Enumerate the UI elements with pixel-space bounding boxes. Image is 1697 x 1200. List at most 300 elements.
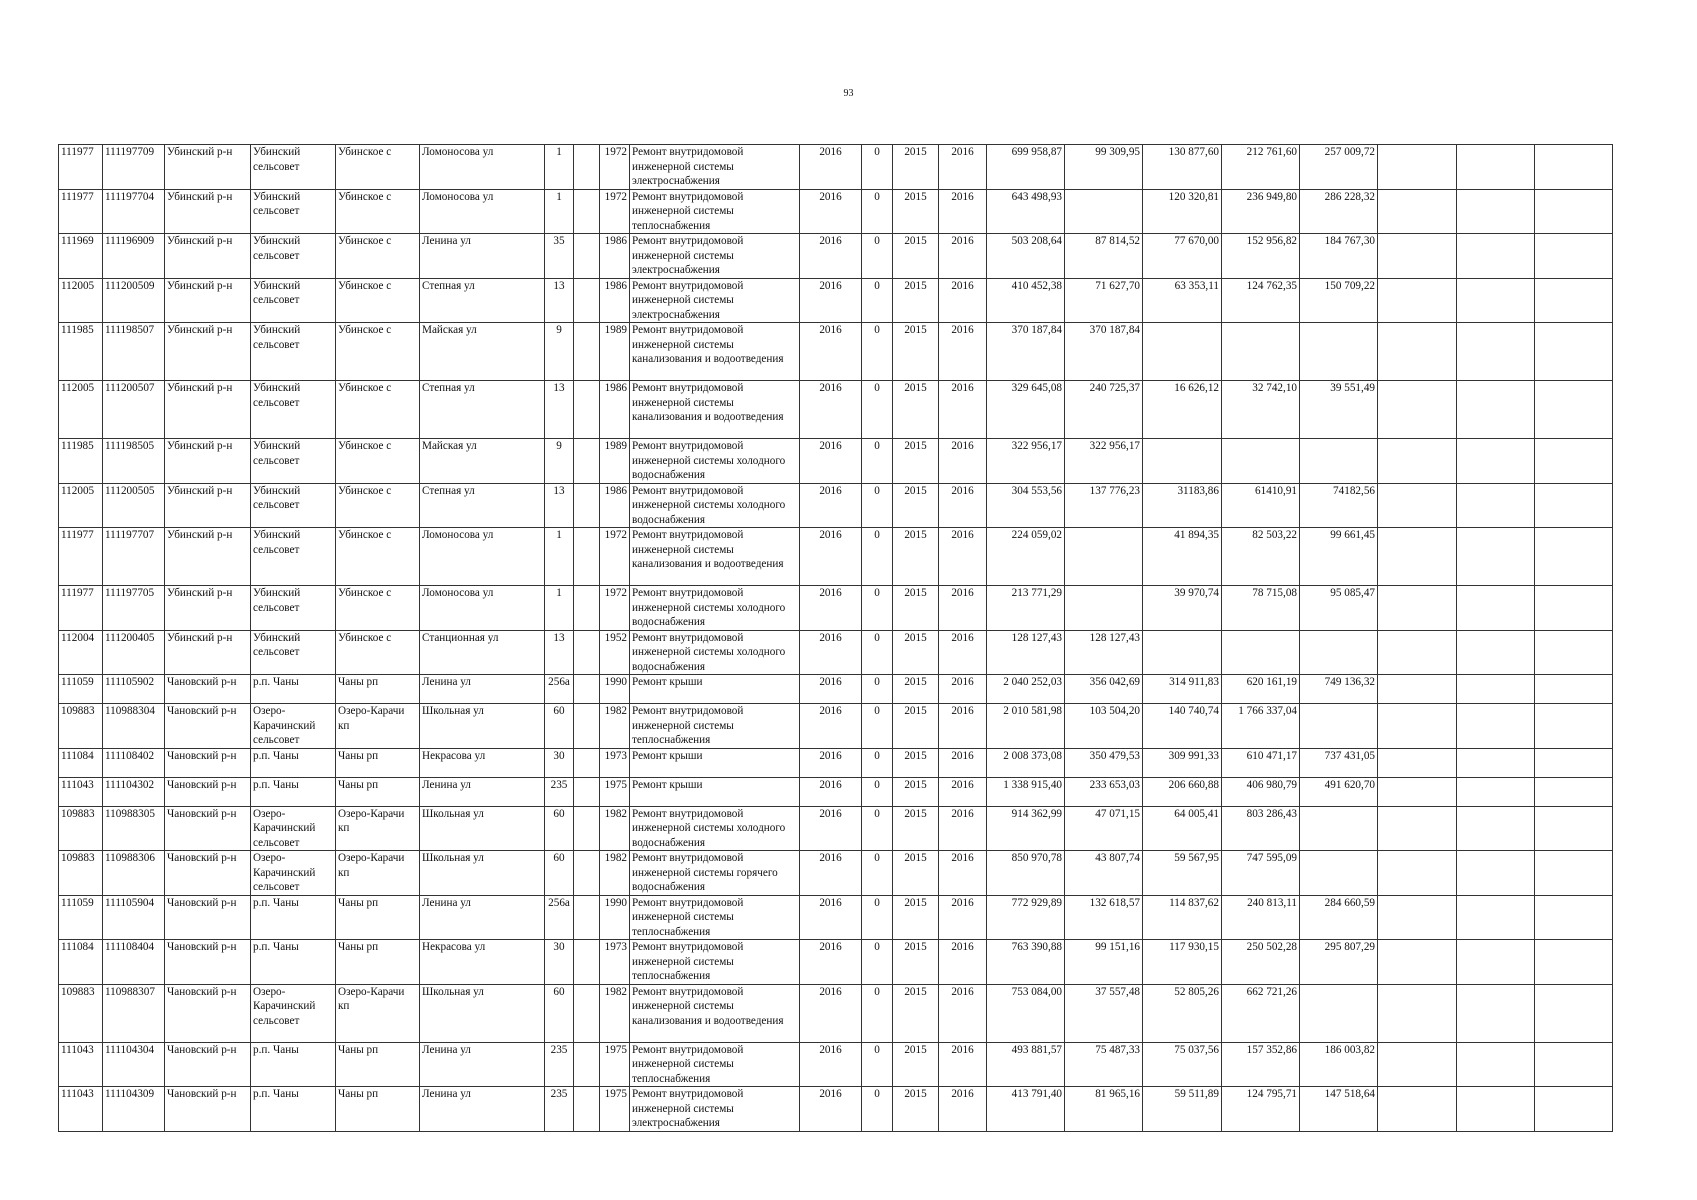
fund-cell-3: 236 949,80 <box>1222 189 1300 234</box>
end-year-cell: 2016 <box>939 145 987 190</box>
letter-cell <box>574 189 600 234</box>
end-year-cell: 2016 <box>939 940 987 985</box>
fund-cell-3 <box>1222 630 1300 675</box>
empty-cell-3 <box>1535 278 1613 323</box>
object-code-cell: 110988307 <box>103 984 165 1042</box>
empty-cell-3 <box>1535 381 1613 439</box>
record-id-cell: 111084 <box>59 748 103 777</box>
object-code-cell: 111200405 <box>103 630 165 675</box>
district-cell: Убинский р-н <box>165 278 251 323</box>
total-cost-cell: 322 956,17 <box>987 439 1065 484</box>
work-type-cell: Ремонт крыши <box>630 748 800 777</box>
table-row <box>59 675 1613 704</box>
fund-cell-1: 99 151,16 <box>1065 940 1143 985</box>
object-code-cell: 111200507 <box>103 381 165 439</box>
empty-cell-1 <box>1378 323 1457 381</box>
object-code-cell: 111104309 <box>103 1087 165 1132</box>
fund-cell-1: 103 504,20 <box>1065 704 1143 749</box>
total-cost-cell: 304 553,56 <box>987 483 1065 528</box>
table-row <box>59 234 1613 279</box>
street-cell: Некрасова ул <box>420 748 545 777</box>
house-cell: 235 <box>545 1042 574 1087</box>
start-year-cell: 2015 <box>893 189 939 234</box>
district-cell: Чановский р-н <box>165 806 251 851</box>
empty-cell-3 <box>1535 704 1613 749</box>
empty-cell-1 <box>1378 1042 1457 1087</box>
fund-cell-2: 39 970,74 <box>1143 586 1222 631</box>
total-cost-cell: 2 010 581,98 <box>987 704 1065 749</box>
settlement-cell: Озеро-Карачи кп <box>336 984 420 1042</box>
fund-cell-4: 284 660,59 <box>1300 895 1378 940</box>
work-type-cell: Ремонт внутридомовой инженерной системы холодного водоснабжения <box>630 483 800 528</box>
empty-cell-3 <box>1535 234 1613 279</box>
council-cell: Убинский сельсовет <box>251 630 336 675</box>
record-id-cell: 109883 <box>59 806 103 851</box>
council-cell: р.п. Чаны <box>251 777 336 806</box>
flag-cell: 0 <box>862 323 893 381</box>
object-code-cell: 111105902 <box>103 675 165 704</box>
build-year-cell: 1989 <box>600 323 630 381</box>
plan-year-cell: 2016 <box>800 528 862 586</box>
table-row <box>59 940 1613 985</box>
street-cell: Ленина ул <box>420 1087 545 1132</box>
fund-cell-1: 356 042,69 <box>1065 675 1143 704</box>
district-cell: Чановский р-н <box>165 1087 251 1132</box>
council-cell: р.п. Чаны <box>251 675 336 704</box>
object-code-cell: 111108402 <box>103 748 165 777</box>
empty-cell-1 <box>1378 278 1457 323</box>
fund-cell-3: 212 761,60 <box>1222 145 1300 190</box>
empty-cell-1 <box>1378 189 1457 234</box>
fund-cell-3: 747 595,09 <box>1222 851 1300 896</box>
fund-cell-1: 71 627,70 <box>1065 278 1143 323</box>
end-year-cell: 2016 <box>939 483 987 528</box>
empty-cell-3 <box>1535 851 1613 896</box>
fund-cell-3 <box>1222 439 1300 484</box>
record-id-cell: 111985 <box>59 439 103 484</box>
fund-cell-2: 206 660,88 <box>1143 777 1222 806</box>
house-cell: 9 <box>545 439 574 484</box>
empty-cell-1 <box>1378 806 1457 851</box>
settlement-cell: Озеро-Карачи кп <box>336 704 420 749</box>
object-code-cell: 111104304 <box>103 1042 165 1087</box>
house-cell: 1 <box>545 145 574 190</box>
plan-year-cell: 2016 <box>800 1042 862 1087</box>
start-year-cell: 2015 <box>893 381 939 439</box>
build-year-cell: 1982 <box>600 851 630 896</box>
fund-cell-3: 61410,91 <box>1222 483 1300 528</box>
letter-cell <box>574 278 600 323</box>
council-cell: Убинский сельсовет <box>251 323 336 381</box>
empty-cell-1 <box>1378 984 1457 1042</box>
table-row <box>59 278 1613 323</box>
council-cell: р.п. Чаны <box>251 1087 336 1132</box>
empty-cell-2 <box>1457 940 1535 985</box>
build-year-cell: 1986 <box>600 483 630 528</box>
work-type-cell: Ремонт внутридомовой инженерной системы канализования и водоотведения <box>630 984 800 1042</box>
district-cell: Убинский р-н <box>165 483 251 528</box>
end-year-cell: 2016 <box>939 806 987 851</box>
total-cost-cell: 493 881,57 <box>987 1042 1065 1087</box>
table-row <box>59 483 1613 528</box>
fund-cell-1 <box>1065 528 1143 586</box>
house-cell: 256а <box>545 675 574 704</box>
street-cell: Ленина ул <box>420 234 545 279</box>
fund-cell-2: 120 320,81 <box>1143 189 1222 234</box>
empty-cell-2 <box>1457 704 1535 749</box>
work-type-cell: Ремонт внутридомовой инженерной системы горячего водоснабжения <box>630 851 800 896</box>
letter-cell <box>574 940 600 985</box>
fund-cell-4: 257 009,72 <box>1300 145 1378 190</box>
empty-cell-3 <box>1535 984 1613 1042</box>
settlement-cell: Убинское с <box>336 483 420 528</box>
letter-cell <box>574 483 600 528</box>
flag-cell: 0 <box>862 940 893 985</box>
build-year-cell: 1982 <box>600 806 630 851</box>
build-year-cell: 1973 <box>600 940 630 985</box>
object-code-cell: 110988304 <box>103 704 165 749</box>
record-id-cell: 111059 <box>59 895 103 940</box>
flag-cell: 0 <box>862 851 893 896</box>
record-id-cell: 112005 <box>59 278 103 323</box>
record-id-cell: 111977 <box>59 189 103 234</box>
council-cell: Озеро-Карачинский сельсовет <box>251 851 336 896</box>
house-cell: 35 <box>545 234 574 279</box>
district-cell: Убинский р-н <box>165 145 251 190</box>
district-cell: Чановский р-н <box>165 940 251 985</box>
table-row <box>59 381 1613 439</box>
empty-cell-3 <box>1535 323 1613 381</box>
object-code-cell: 111197705 <box>103 586 165 631</box>
work-type-cell: Ремонт внутридомовой инженерной системы канализования и водоотведения <box>630 528 800 586</box>
empty-cell-3 <box>1535 145 1613 190</box>
end-year-cell: 2016 <box>939 630 987 675</box>
build-year-cell: 1973 <box>600 748 630 777</box>
work-type-cell: Ремонт внутридомовой инженерной системы холодного водоснабжения <box>630 439 800 484</box>
fund-cell-4: 147 518,64 <box>1300 1087 1378 1132</box>
empty-cell-1 <box>1378 851 1457 896</box>
settlement-cell: Убинское с <box>336 145 420 190</box>
empty-cell-1 <box>1378 381 1457 439</box>
start-year-cell: 2015 <box>893 777 939 806</box>
council-cell: р.п. Чаны <box>251 895 336 940</box>
plan-year-cell: 2016 <box>800 586 862 631</box>
flag-cell: 0 <box>862 675 893 704</box>
council-cell: р.п. Чаны <box>251 1042 336 1087</box>
street-cell: Школьная ул <box>420 851 545 896</box>
empty-cell-2 <box>1457 630 1535 675</box>
house-cell: 9 <box>545 323 574 381</box>
fund-cell-3: 152 956,82 <box>1222 234 1300 279</box>
fund-cell-4: 184 767,30 <box>1300 234 1378 279</box>
house-cell: 30 <box>545 940 574 985</box>
work-type-cell: Ремонт внутридомовой инженерной системы электроснабжения <box>630 1087 800 1132</box>
object-code-cell: 111196909 <box>103 234 165 279</box>
record-id-cell: 111043 <box>59 1042 103 1087</box>
council-cell: Убинский сельсовет <box>251 483 336 528</box>
flag-cell: 0 <box>862 234 893 279</box>
end-year-cell: 2016 <box>939 278 987 323</box>
start-year-cell: 2015 <box>893 1087 939 1132</box>
district-cell: Убинский р-н <box>165 323 251 381</box>
district-cell: Убинский р-н <box>165 528 251 586</box>
fund-cell-2: 41 894,35 <box>1143 528 1222 586</box>
street-cell: Майская ул <box>420 323 545 381</box>
start-year-cell: 2015 <box>893 806 939 851</box>
object-code-cell: 111198505 <box>103 439 165 484</box>
table-row <box>59 586 1613 631</box>
total-cost-cell: 2 008 373,08 <box>987 748 1065 777</box>
empty-cell-3 <box>1535 675 1613 704</box>
plan-year-cell: 2016 <box>800 777 862 806</box>
table-row <box>59 984 1613 1042</box>
fund-cell-2: 75 037,56 <box>1143 1042 1222 1087</box>
flag-cell: 0 <box>862 145 893 190</box>
settlement-cell: Убинское с <box>336 278 420 323</box>
flag-cell: 0 <box>862 483 893 528</box>
work-type-cell: Ремонт внутридомовой инженерной системы теплоснабжения <box>630 704 800 749</box>
house-cell: 235 <box>545 1087 574 1132</box>
letter-cell <box>574 851 600 896</box>
fund-cell-1: 99 309,95 <box>1065 145 1143 190</box>
house-cell: 13 <box>545 278 574 323</box>
fund-cell-2 <box>1143 630 1222 675</box>
plan-year-cell: 2016 <box>800 439 862 484</box>
settlement-cell: Убинское с <box>336 189 420 234</box>
settlement-cell: Убинское с <box>336 630 420 675</box>
fund-cell-4: 74182,56 <box>1300 483 1378 528</box>
total-cost-cell: 1 338 915,40 <box>987 777 1065 806</box>
total-cost-cell: 413 791,40 <box>987 1087 1065 1132</box>
fund-cell-4 <box>1300 851 1378 896</box>
table-row <box>59 323 1613 381</box>
letter-cell <box>574 528 600 586</box>
settlement-cell: Озеро-Карачи кп <box>336 806 420 851</box>
work-type-cell: Ремонт внутридомовой инженерной системы канализования и водоотведения <box>630 381 800 439</box>
district-cell: Чановский р-н <box>165 777 251 806</box>
total-cost-cell: 370 187,84 <box>987 323 1065 381</box>
council-cell: Убинский сельсовет <box>251 381 336 439</box>
total-cost-cell: 128 127,43 <box>987 630 1065 675</box>
table-row <box>59 1087 1613 1132</box>
object-code-cell: 111197709 <box>103 145 165 190</box>
flag-cell: 0 <box>862 704 893 749</box>
settlement-cell: Чаны рп <box>336 1042 420 1087</box>
record-id-cell: 111084 <box>59 940 103 985</box>
settlement-cell: Чаны рп <box>336 748 420 777</box>
house-cell: 1 <box>545 189 574 234</box>
district-cell: Чановский р-н <box>165 984 251 1042</box>
district-cell: Убинский р-н <box>165 234 251 279</box>
council-cell: Убинский сельсовет <box>251 189 336 234</box>
total-cost-cell: 503 208,64 <box>987 234 1065 279</box>
empty-cell-2 <box>1457 675 1535 704</box>
fund-cell-2: 64 005,41 <box>1143 806 1222 851</box>
record-id-cell: 109883 <box>59 851 103 896</box>
district-cell: Убинский р-н <box>165 189 251 234</box>
object-code-cell: 111104302 <box>103 777 165 806</box>
empty-cell-2 <box>1457 234 1535 279</box>
start-year-cell: 2015 <box>893 528 939 586</box>
house-cell: 60 <box>545 984 574 1042</box>
settlement-cell: Чаны рп <box>336 1087 420 1132</box>
empty-cell-2 <box>1457 1042 1535 1087</box>
fund-cell-2: 314 911,83 <box>1143 675 1222 704</box>
letter-cell <box>574 675 600 704</box>
work-type-cell: Ремонт внутридомовой инженерной системы электроснабжения <box>630 145 800 190</box>
district-cell: Чановский р-н <box>165 895 251 940</box>
end-year-cell: 2016 <box>939 528 987 586</box>
flag-cell: 0 <box>862 748 893 777</box>
council-cell: Убинский сельсовет <box>251 439 336 484</box>
start-year-cell: 2015 <box>893 323 939 381</box>
council-cell: р.п. Чаны <box>251 940 336 985</box>
start-year-cell: 2015 <box>893 145 939 190</box>
letter-cell <box>574 895 600 940</box>
settlement-cell: Чаны рп <box>336 675 420 704</box>
empty-cell-3 <box>1535 439 1613 484</box>
start-year-cell: 2015 <box>893 278 939 323</box>
end-year-cell: 2016 <box>939 439 987 484</box>
fund-cell-1: 47 071,15 <box>1065 806 1143 851</box>
start-year-cell: 2015 <box>893 234 939 279</box>
empty-cell-1 <box>1378 483 1457 528</box>
table-row <box>59 806 1613 851</box>
street-cell: Ломоносова ул <box>420 586 545 631</box>
empty-cell-3 <box>1535 748 1613 777</box>
fund-cell-3: 406 980,79 <box>1222 777 1300 806</box>
record-id-cell: 111977 <box>59 528 103 586</box>
table-row <box>59 851 1613 896</box>
council-cell: Озеро-Карачинский сельсовет <box>251 984 336 1042</box>
house-cell: 60 <box>545 704 574 749</box>
record-id-cell: 111969 <box>59 234 103 279</box>
council-cell: Убинский сельсовет <box>251 145 336 190</box>
district-cell: Убинский р-н <box>165 439 251 484</box>
object-code-cell: 111108404 <box>103 940 165 985</box>
fund-cell-4: 286 228,32 <box>1300 189 1378 234</box>
flag-cell: 0 <box>862 1087 893 1132</box>
street-cell: Школьная ул <box>420 806 545 851</box>
settlement-cell: Убинское с <box>336 234 420 279</box>
record-id-cell: 109883 <box>59 704 103 749</box>
settlement-cell: Чаны рп <box>336 777 420 806</box>
letter-cell <box>574 439 600 484</box>
fund-cell-1: 87 814,52 <box>1065 234 1143 279</box>
house-cell: 235 <box>545 777 574 806</box>
fund-cell-3: 240 813,11 <box>1222 895 1300 940</box>
build-year-cell: 1989 <box>600 439 630 484</box>
council-cell: Убинский сельсовет <box>251 528 336 586</box>
letter-cell <box>574 381 600 439</box>
record-id-cell: 112004 <box>59 630 103 675</box>
house-cell: 256а <box>545 895 574 940</box>
flag-cell: 0 <box>862 777 893 806</box>
letter-cell <box>574 777 600 806</box>
build-year-cell: 1990 <box>600 675 630 704</box>
fund-cell-1: 240 725,37 <box>1065 381 1143 439</box>
fund-cell-1: 43 807,74 <box>1065 851 1143 896</box>
fund-cell-4 <box>1300 323 1378 381</box>
empty-cell-3 <box>1535 940 1613 985</box>
house-cell: 13 <box>545 483 574 528</box>
empty-cell-1 <box>1378 675 1457 704</box>
fund-cell-4 <box>1300 630 1378 675</box>
empty-cell-3 <box>1535 189 1613 234</box>
table-row <box>59 528 1613 586</box>
district-cell: Чановский р-н <box>165 704 251 749</box>
object-code-cell: 110988306 <box>103 851 165 896</box>
empty-cell-1 <box>1378 940 1457 985</box>
fund-cell-1 <box>1065 586 1143 631</box>
page-number: 93 <box>843 88 854 99</box>
street-cell: Степная ул <box>420 381 545 439</box>
fund-cell-1: 132 618,57 <box>1065 895 1143 940</box>
empty-cell-2 <box>1457 748 1535 777</box>
work-type-cell: Ремонт внутридомовой инженерной системы теплоснабжения <box>630 895 800 940</box>
letter-cell <box>574 984 600 1042</box>
empty-cell-1 <box>1378 145 1457 190</box>
street-cell: Школьная ул <box>420 704 545 749</box>
build-year-cell: 1975 <box>600 1087 630 1132</box>
work-type-cell: Ремонт внутридомовой инженерной системы теплоснабжения <box>630 1042 800 1087</box>
empty-cell-1 <box>1378 586 1457 631</box>
plan-year-cell: 2016 <box>800 234 862 279</box>
street-cell: Школьная ул <box>420 984 545 1042</box>
empty-cell-1 <box>1378 234 1457 279</box>
fund-cell-2: 117 930,15 <box>1143 940 1222 985</box>
build-year-cell: 1982 <box>600 704 630 749</box>
fund-cell-3: 250 502,28 <box>1222 940 1300 985</box>
council-cell: Озеро-Карачинский сельсовет <box>251 806 336 851</box>
street-cell: Ленина ул <box>420 895 545 940</box>
build-year-cell: 1972 <box>600 528 630 586</box>
empty-cell-2 <box>1457 851 1535 896</box>
district-cell: Убинский р-н <box>165 381 251 439</box>
fund-cell-2: 309 991,33 <box>1143 748 1222 777</box>
total-cost-cell: 329 645,08 <box>987 381 1065 439</box>
flag-cell: 0 <box>862 528 893 586</box>
fund-cell-3: 662 721,26 <box>1222 984 1300 1042</box>
street-cell: Майская ул <box>420 439 545 484</box>
fund-cell-2 <box>1143 439 1222 484</box>
table-row <box>59 630 1613 675</box>
start-year-cell: 2015 <box>893 586 939 631</box>
district-cell: Чановский р-н <box>165 1042 251 1087</box>
fund-cell-2 <box>1143 323 1222 381</box>
plan-year-cell: 2016 <box>800 984 862 1042</box>
fund-cell-1: 350 479,53 <box>1065 748 1143 777</box>
fund-cell-3: 620 161,19 <box>1222 675 1300 704</box>
record-id-cell: 112005 <box>59 381 103 439</box>
fund-cell-3: 32 742,10 <box>1222 381 1300 439</box>
fund-cell-1: 128 127,43 <box>1065 630 1143 675</box>
work-type-cell: Ремонт внутридомовой инженерной системы холодного водоснабжения <box>630 806 800 851</box>
empty-cell-2 <box>1457 586 1535 631</box>
empty-cell-1 <box>1378 630 1457 675</box>
council-cell: Убинский сельсовет <box>251 586 336 631</box>
work-type-cell: Ремонт внутридомовой инженерной системы холодного водоснабжения <box>630 586 800 631</box>
council-cell: р.п. Чаны <box>251 748 336 777</box>
start-year-cell: 2015 <box>893 1042 939 1087</box>
record-id-cell: 109883 <box>59 984 103 1042</box>
letter-cell <box>574 748 600 777</box>
flag-cell: 0 <box>862 381 893 439</box>
plan-year-cell: 2016 <box>800 189 862 234</box>
fund-cell-1: 37 557,48 <box>1065 984 1143 1042</box>
letter-cell <box>574 145 600 190</box>
plan-year-cell: 2016 <box>800 483 862 528</box>
